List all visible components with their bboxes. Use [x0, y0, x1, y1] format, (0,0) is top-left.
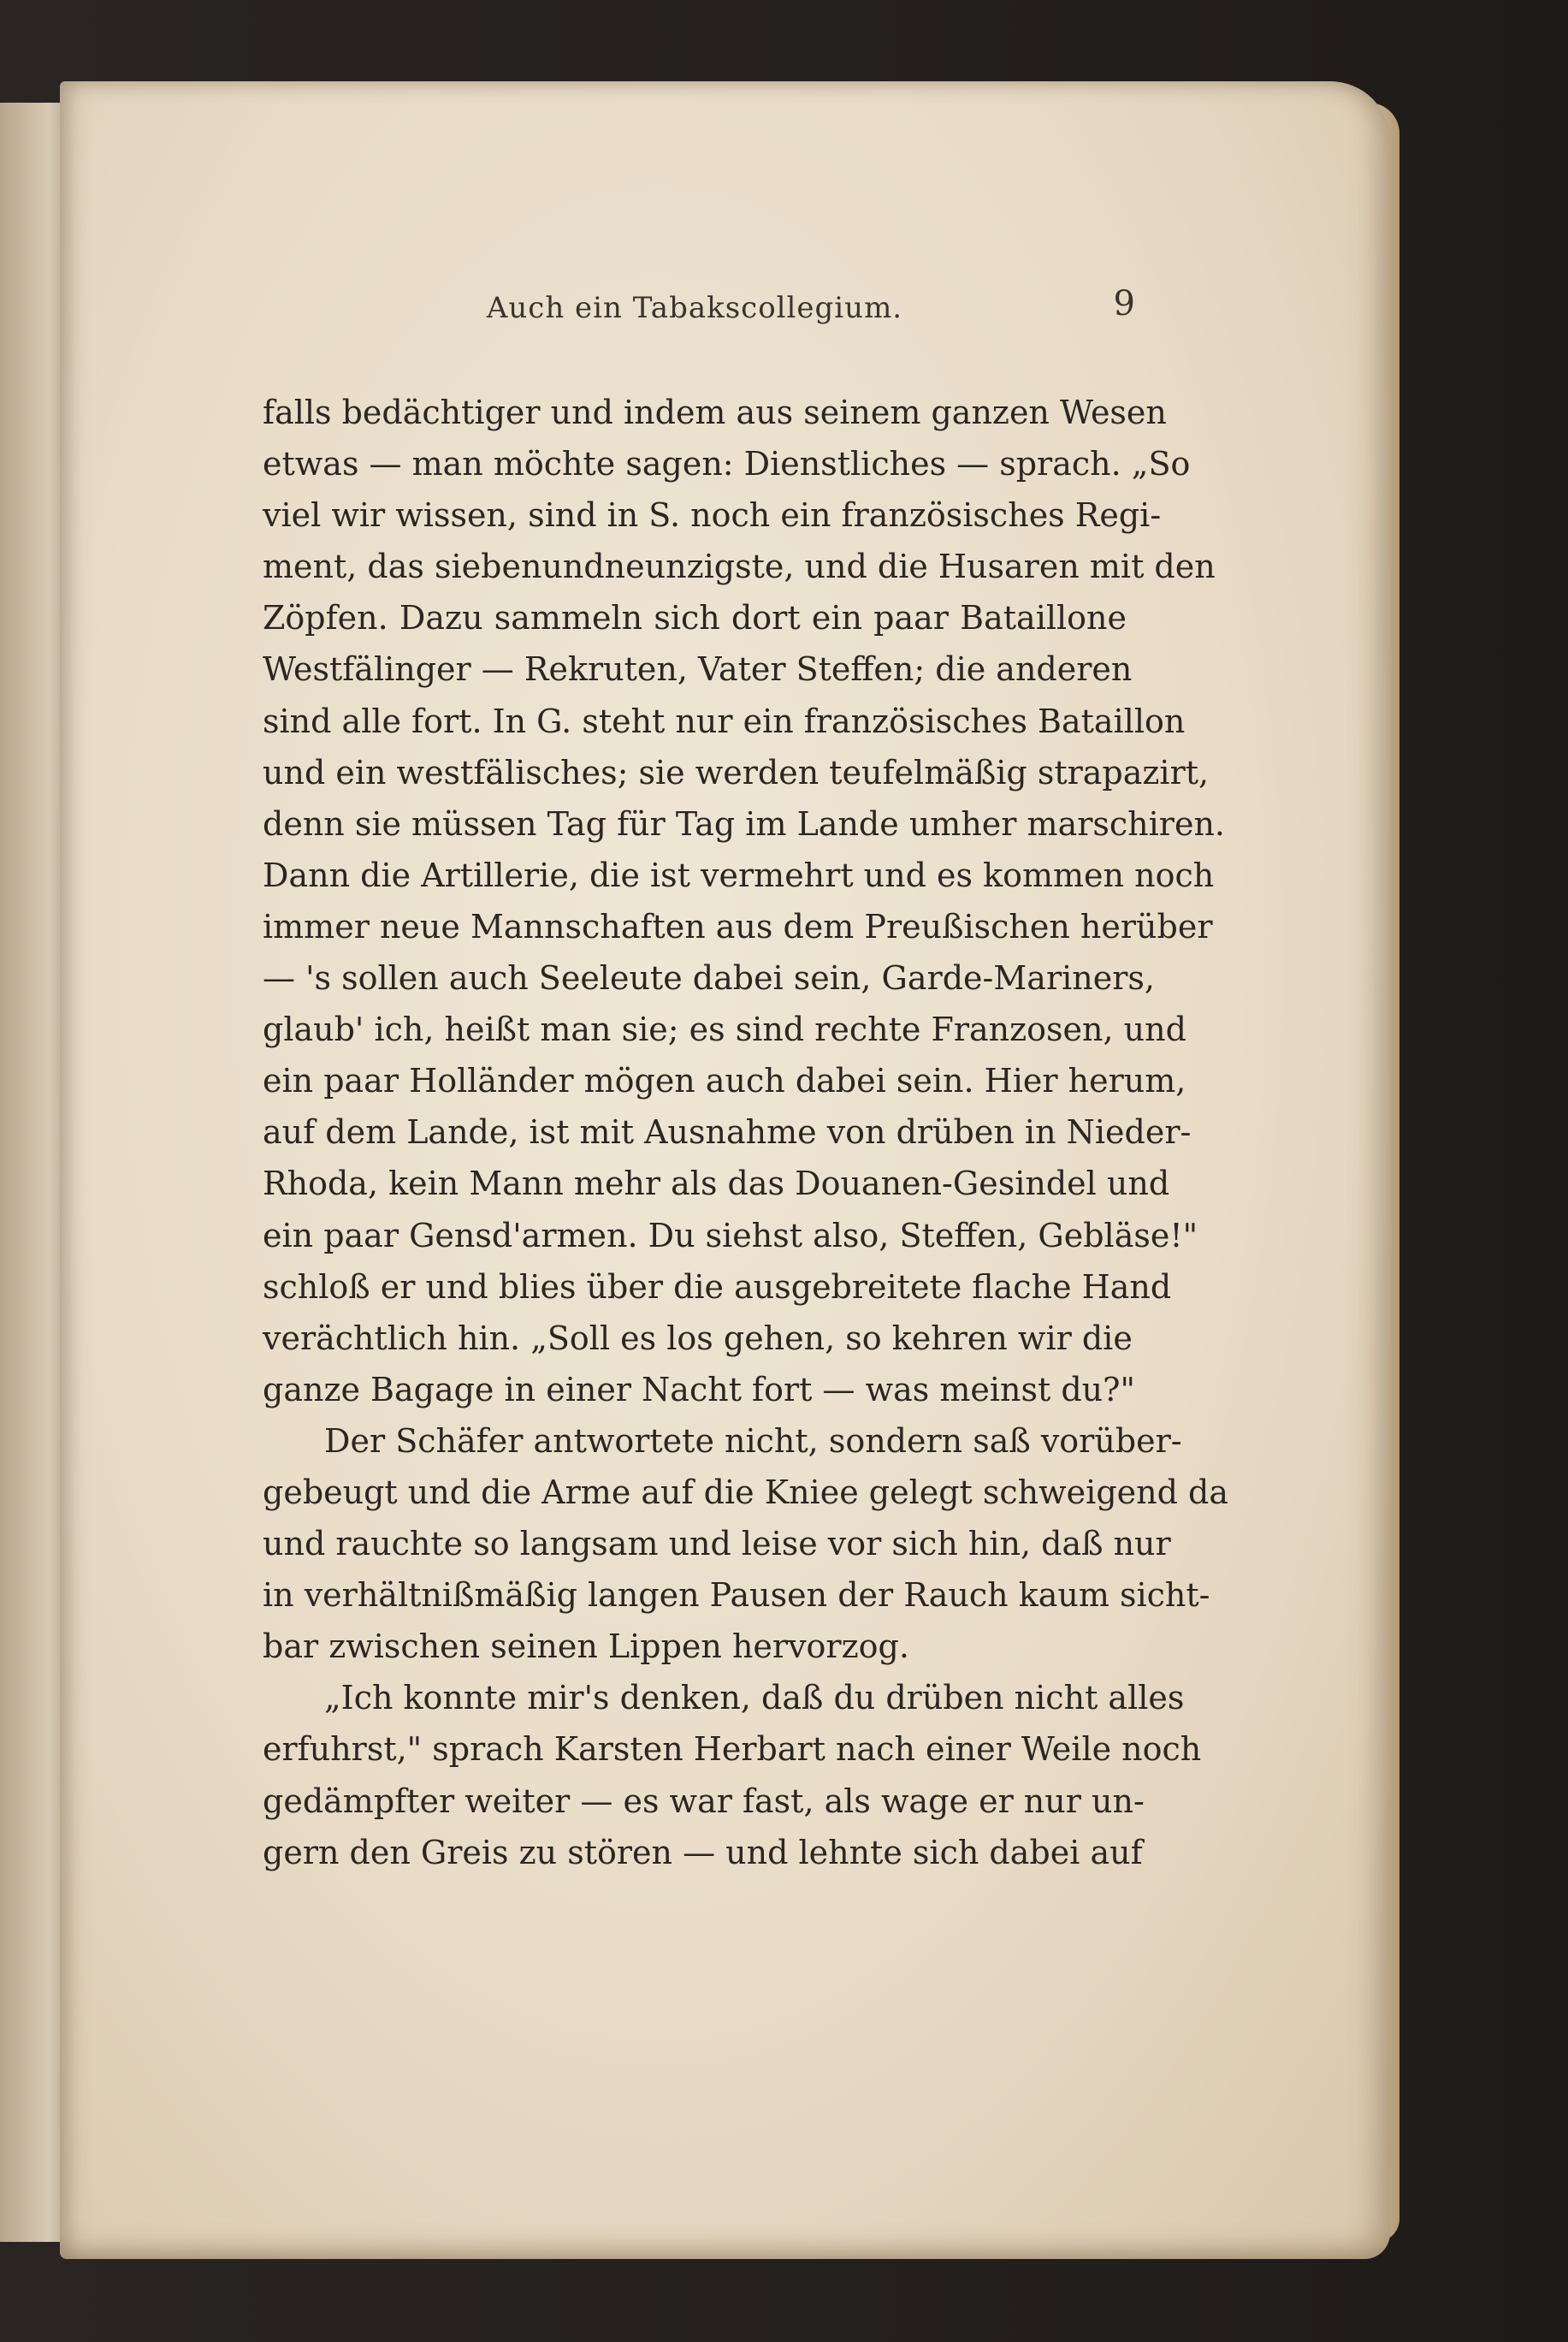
text-line: ein paar Gensd'armen. Du siehst also, Steffen, Gebläse!"	[263, 1216, 1198, 1254]
text-line: „Ich konnte mir's denken, daß du drüben nicht alles	[324, 1679, 1185, 1717]
body-text	[263, 387, 1228, 1878]
text-line: und ein westfälisches; sie werden teufelmäßig strapazirt,	[263, 753, 1210, 792]
text-line: Der Schäfer antwortete nicht, sondern saß vorüber-	[324, 1421, 1182, 1460]
text-line: ein paar Holländer mögen auch dabei sein. Hier herum,	[263, 1062, 1186, 1100]
text-line: in verhältnißmäßig langen Pausen der Rauch kaum sicht-	[263, 1576, 1210, 1615]
text-block	[263, 284, 1228, 1878]
text-line: gebeugt und die Arme auf die Kniee gelegt schweigend da	[263, 1473, 1228, 1511]
text-line: falls bedächtiger und indem aus seinem ganzen Wesen	[263, 394, 1167, 431]
text-line: glaub' ich, heißt man sie; es sind rechte Franzosen, und	[263, 1011, 1186, 1049]
text-line: bar zwischen seinen Lippen hervorzog.	[263, 1628, 909, 1666]
running-head-title: Auch ein Tabakscollegium.	[486, 291, 903, 325]
text-line: Westfälinger — Rekruten, Vater Steffen; die anderen	[263, 650, 1133, 689]
text-line: Zöpfen. Dazu sammeln sich dort ein paar Bataillone	[263, 599, 1127, 637]
page-number: 9	[1113, 284, 1135, 323]
text-line: erfuhrst," sprach Karsten Herbart nach einer Weile noch	[263, 1730, 1202, 1769]
text-line: immer neue Mannschaften aus dem Preußischen herüber	[263, 907, 1213, 946]
text-line: auf dem Lande, ist mit Ausnahme von drüben in Nieder-	[263, 1113, 1192, 1152]
text-line: verächtlich hin. „Soll es los gehen, so kehren wir die	[263, 1319, 1133, 1357]
text-line: viel wir wissen, sind in S. noch ein französisches Regi-	[263, 496, 1162, 535]
text-line: — 's sollen auch Seeleute dabei sein, Garde-Mariners,	[263, 959, 1155, 998]
text-line: sind alle fort. In G. steht nur ein französisches Bataillon	[263, 702, 1186, 740]
text-line: gedämpfter weiter — es war fast, als wage er nur un-	[263, 1782, 1145, 1820]
text-line: etwas — man möchte sagen: Dienstliches — sprach. „So	[263, 445, 1191, 483]
text-line: ment, das siebenundneunzigste, und die Husaren mit den	[263, 548, 1216, 586]
text-line: schloß er und blies über die ausgebreitete flache Hand	[263, 1267, 1172, 1306]
text-line: ganze Bagage in einer Nacht fort — was meinst du?"	[263, 1370, 1136, 1408]
text-line: und rauchte so langsam und leise vor sich hin, daß nur	[263, 1525, 1171, 1563]
text-line: denn sie müssen Tag für Tag im Lande umher marschiren.	[263, 804, 1226, 843]
text-line: Dann die Artillerie, die ist vermehrt und es kommen noch	[263, 856, 1215, 894]
text-line: Rhoda, kein Mann mehr als das Douanen-Gesindel und	[263, 1165, 1170, 1203]
running-head	[263, 284, 1135, 342]
text-line: gern den Greis zu stören — und lehnte sich dabei auf	[263, 1833, 1143, 1871]
